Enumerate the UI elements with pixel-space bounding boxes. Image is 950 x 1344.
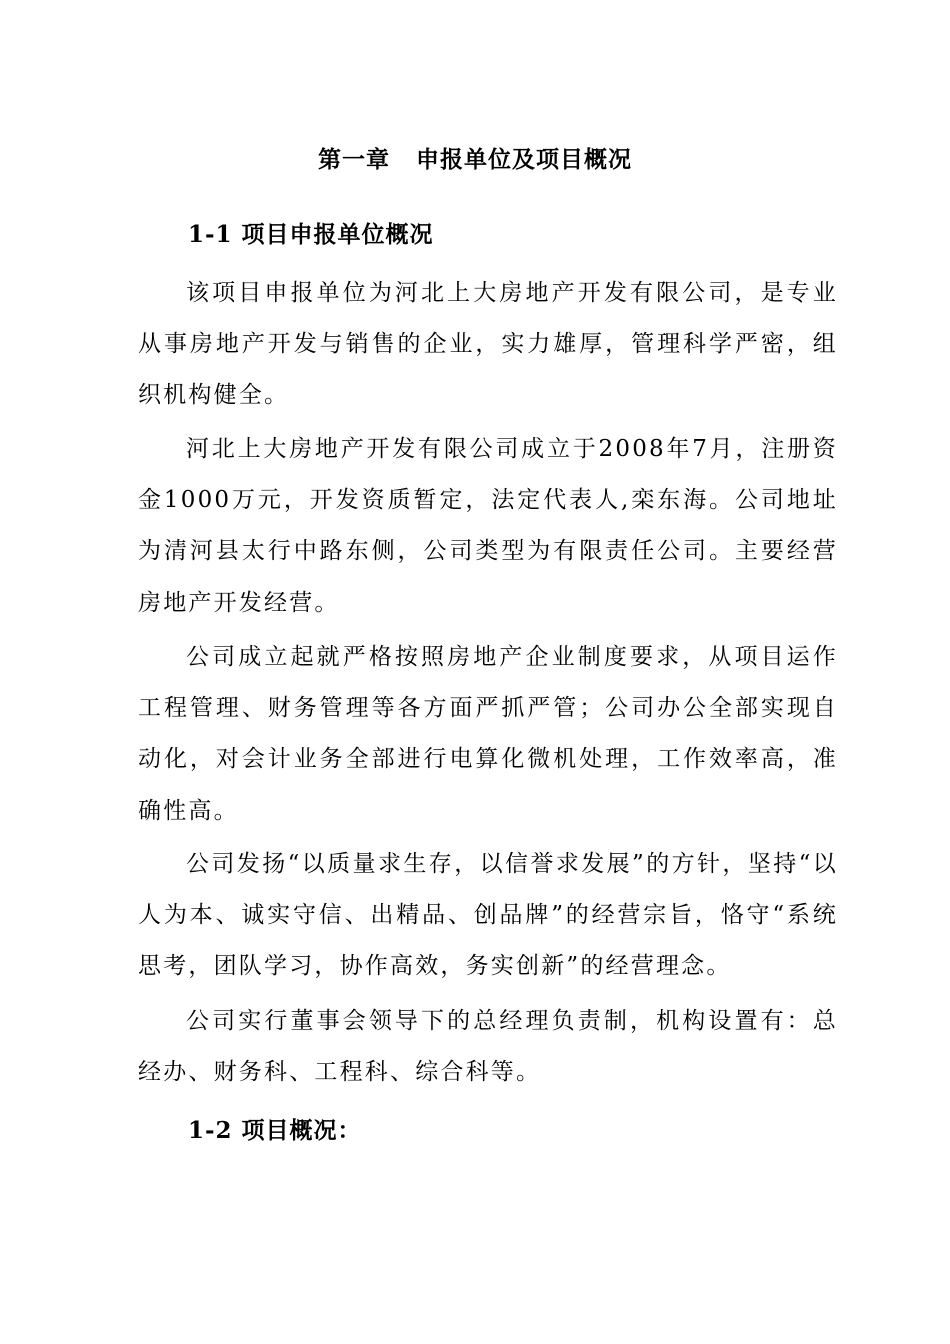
chapter-title <box>0 142 950 178</box>
paragraph-company-philosophy: 公司发扬“以质量求生存，以信誉求发展”的方针，坚持“以人为本、诚实守信、出精品、创品牌”的经营宗旨，恪守“系统思考，团队学习，协作高效，务实创新”的经营理念。 <box>138 851 838 980</box>
paragraph-company-registration: 河北上大房地产开发有限公司成立于2008年7月，注册资金1000万元，开发资质暂定，法定代表人,栾东海。公司地址为清河县太行中路东侧，公司类型为有限责任公司。主要经营房地产开发经营。 <box>138 436 838 616</box>
paragraph-company-structure: 公司实行董事会领导下的总经理负责制，机构设置有：总经办、财务科、工程科、综合科等。 <box>138 1008 838 1086</box>
chapter-name: 申报单位及项目概况 <box>416 147 632 173</box>
section-heading-1-1: 1-1 项目申报单位概况 <box>188 221 434 248</box>
section-heading-1-2: 1-2 项目概况： <box>188 1117 362 1144</box>
paragraph-company-management: 公司成立起就严格按照房地产企业制度要求，从项目运作工程管理、财务管理等各方面严抓严管；公司办公全部实现自动化，对会计业务全部进行电算化微机处理，工作效率高，准确性高。 <box>138 644 838 824</box>
chapter-number: 第一章 <box>318 147 390 173</box>
paragraph-company-intro: 该项目申报单位为河北上大房地产开发有限公司，是专业从事房地产开发与销售的企业，实力雄厚，管理科学严密，组织机构健全。 <box>138 280 838 409</box>
